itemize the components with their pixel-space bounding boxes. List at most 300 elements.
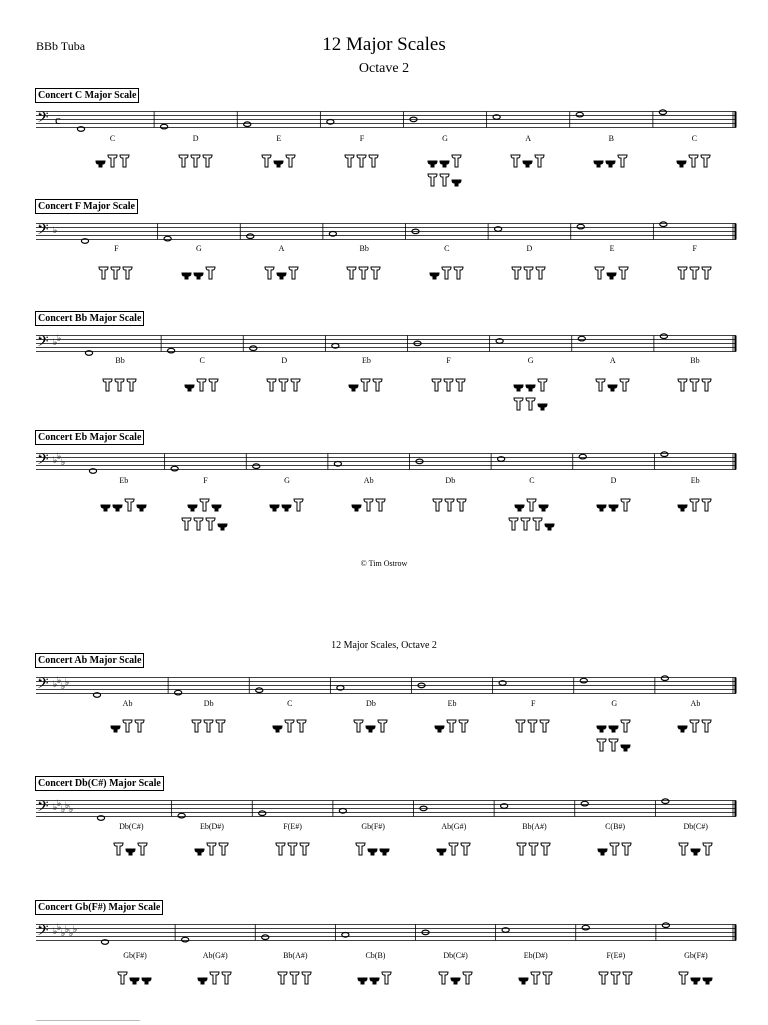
valve-up-icon bbox=[126, 378, 137, 392]
valve-up-icon bbox=[515, 719, 526, 733]
valve-up-icon bbox=[370, 266, 381, 280]
flat-sign-icon: ♭ bbox=[57, 799, 62, 809]
valve-up-icon bbox=[377, 719, 388, 733]
scale-label: Concert Db(C#) Major Scale bbox=[35, 776, 164, 791]
flat-sign-icon: ♭ bbox=[69, 805, 74, 815]
valve-up-icon bbox=[191, 719, 202, 733]
valve-up-icon bbox=[360, 378, 371, 392]
valve-up-icon bbox=[205, 517, 216, 531]
whole-note-icon bbox=[577, 224, 584, 229]
flat-sign-icon: ♭ bbox=[65, 925, 70, 935]
valve-up-icon bbox=[608, 738, 619, 752]
valve-fingering bbox=[429, 262, 465, 280]
valve-fingering bbox=[510, 150, 546, 168]
whole-note-icon bbox=[171, 466, 178, 471]
valve-down-icon bbox=[522, 154, 533, 168]
valve-up-icon bbox=[196, 378, 207, 392]
valve-up-icon bbox=[617, 154, 628, 168]
valve-up-icon bbox=[375, 498, 386, 512]
note-name: C bbox=[199, 356, 205, 365]
valve-down-icon bbox=[439, 154, 450, 168]
valve-up-icon bbox=[206, 842, 217, 856]
note-name: Eb(D#) bbox=[523, 951, 548, 960]
page-subtitle: Octave 2 bbox=[358, 61, 410, 76]
valve-up-icon bbox=[277, 971, 288, 985]
valve-down-icon bbox=[141, 971, 152, 985]
valve-up-icon bbox=[508, 517, 519, 531]
valve-fingering bbox=[518, 967, 554, 985]
alternate-fingering bbox=[181, 513, 229, 531]
note-name: Bb bbox=[115, 356, 125, 365]
valve-up-icon bbox=[688, 154, 699, 168]
valve-up-icon bbox=[209, 971, 220, 985]
valve-down-icon bbox=[620, 738, 631, 752]
valve-down-icon bbox=[597, 842, 608, 856]
valve-up-icon bbox=[677, 378, 688, 392]
whole-note-icon bbox=[250, 346, 257, 351]
valve-fingering bbox=[676, 150, 712, 168]
valve-fingering bbox=[357, 967, 393, 985]
valve-fingering bbox=[677, 494, 713, 512]
music-staff bbox=[36, 453, 736, 473]
valve-down-icon bbox=[367, 842, 378, 856]
flat-sign-icon: ♭ bbox=[57, 452, 62, 462]
whole-note-icon bbox=[175, 690, 182, 695]
valve-down-icon bbox=[95, 154, 106, 168]
valve-down-icon bbox=[351, 498, 362, 512]
whole-note-icon bbox=[256, 688, 263, 693]
valve-down-icon bbox=[273, 154, 284, 168]
note-name: C bbox=[444, 244, 450, 253]
valve-up-icon bbox=[181, 517, 192, 531]
valve-fingering bbox=[678, 838, 714, 856]
valve-up-icon bbox=[110, 266, 121, 280]
note-name: Eb(D#) bbox=[199, 822, 224, 831]
valve-up-icon bbox=[438, 971, 449, 985]
valve-down-icon bbox=[136, 498, 147, 512]
valve-down-icon bbox=[676, 154, 687, 168]
valve-up-icon bbox=[596, 738, 607, 752]
valve-up-icon bbox=[290, 378, 301, 392]
valve-up-icon bbox=[299, 842, 310, 856]
valve-up-icon bbox=[287, 842, 298, 856]
valve-up-icon bbox=[539, 719, 550, 733]
note-name: E bbox=[276, 134, 282, 143]
valve-up-icon bbox=[431, 378, 442, 392]
valve-down-icon bbox=[518, 971, 529, 985]
valve-down-icon bbox=[211, 498, 222, 512]
valve-fingering bbox=[355, 838, 391, 856]
note-name: D bbox=[610, 476, 617, 485]
note-name: Ab bbox=[122, 699, 133, 708]
valve-fingering bbox=[261, 150, 297, 168]
valve-up-icon bbox=[523, 266, 534, 280]
valve-down-icon bbox=[365, 719, 376, 733]
valve-up-icon bbox=[444, 498, 455, 512]
valve-down-icon bbox=[129, 971, 140, 985]
valve-down-icon bbox=[677, 719, 688, 733]
note-name: Bb(A#) bbox=[522, 822, 547, 831]
valve-up-icon bbox=[701, 719, 712, 733]
valve-fingering bbox=[677, 262, 713, 280]
valve-fingering bbox=[266, 374, 302, 392]
valve-down-icon bbox=[677, 498, 688, 512]
valve-up-icon bbox=[278, 378, 289, 392]
valve-fingering bbox=[346, 262, 382, 280]
valve-up-icon bbox=[432, 498, 443, 512]
valve-up-icon bbox=[700, 154, 711, 168]
whole-note-icon bbox=[660, 222, 667, 227]
note-name: Eb bbox=[361, 356, 371, 365]
valve-up-icon bbox=[275, 842, 286, 856]
valve-up-icon bbox=[114, 378, 125, 392]
valve-fingering bbox=[95, 150, 131, 168]
bass-clef-icon: 𝄢 bbox=[37, 333, 49, 354]
note-name: C bbox=[691, 134, 698, 143]
note-name: A bbox=[609, 356, 616, 365]
valve-up-icon bbox=[455, 378, 466, 392]
valve-fingering bbox=[102, 374, 138, 392]
note-name: D bbox=[192, 134, 199, 143]
valve-up-icon bbox=[134, 719, 145, 733]
valve-up-icon bbox=[205, 266, 216, 280]
valve-fingering bbox=[353, 715, 389, 733]
valve-down-icon bbox=[269, 498, 280, 512]
valve-up-icon bbox=[540, 842, 551, 856]
valve-fingering bbox=[351, 494, 387, 512]
whole-note-icon bbox=[579, 454, 586, 459]
valve-down-icon bbox=[217, 517, 228, 531]
whole-note-icon bbox=[580, 678, 587, 683]
flat-sign-icon: ♭ bbox=[53, 338, 58, 348]
valve-up-icon bbox=[202, 154, 213, 168]
valve-up-icon bbox=[296, 719, 307, 733]
note-name: Ab bbox=[363, 476, 374, 485]
valve-up-icon bbox=[208, 378, 219, 392]
valve-down-icon bbox=[607, 378, 618, 392]
valve-up-icon bbox=[448, 842, 459, 856]
whole-note-icon bbox=[662, 799, 669, 804]
valve-down-icon bbox=[538, 498, 549, 512]
valve-up-icon bbox=[107, 154, 118, 168]
scale-label: Concert Ab Major Scale bbox=[35, 653, 144, 668]
valve-fingering bbox=[434, 715, 470, 733]
valve-fingering bbox=[514, 494, 550, 512]
bass-clef-icon: 𝄢 bbox=[37, 922, 49, 943]
valve-fingering bbox=[181, 262, 217, 280]
note-name: Cb(B) bbox=[365, 951, 386, 960]
valve-up-icon bbox=[102, 378, 113, 392]
note-name: Ab(G#) bbox=[202, 951, 228, 960]
valve-up-icon bbox=[285, 154, 296, 168]
valve-down-icon bbox=[379, 842, 390, 856]
scale-label: Concert Bb Major Scale bbox=[35, 311, 144, 326]
note-name: Db bbox=[366, 699, 376, 708]
valve-down-icon bbox=[544, 517, 555, 531]
valve-fingering bbox=[348, 374, 384, 392]
valve-down-icon bbox=[112, 498, 123, 512]
valve-up-icon bbox=[264, 266, 275, 280]
valve-up-icon bbox=[284, 719, 295, 733]
valve-up-icon bbox=[460, 842, 471, 856]
bass-clef-icon: 𝄢 bbox=[37, 109, 49, 130]
flat-sign-icon: ♭ bbox=[53, 456, 58, 466]
note-name: C bbox=[287, 699, 293, 708]
valve-fingering bbox=[178, 150, 214, 168]
valve-up-icon bbox=[346, 266, 357, 280]
valve-fingering bbox=[598, 967, 634, 985]
valve-fingering bbox=[597, 838, 633, 856]
valve-down-icon bbox=[193, 266, 204, 280]
note-name: Bb bbox=[690, 356, 700, 365]
valve-up-icon bbox=[528, 842, 539, 856]
note-name: Gb(F#) bbox=[684, 951, 708, 960]
valve-fingering bbox=[187, 494, 223, 512]
valve-fingering bbox=[269, 494, 305, 512]
valve-down-icon bbox=[608, 498, 619, 512]
valve-up-icon bbox=[689, 378, 700, 392]
valve-up-icon bbox=[451, 154, 462, 168]
valve-down-icon bbox=[348, 378, 359, 392]
bass-clef-icon: 𝄢 bbox=[37, 675, 49, 696]
valve-up-icon bbox=[289, 971, 300, 985]
valve-up-icon bbox=[119, 154, 130, 168]
valve-up-icon bbox=[178, 154, 189, 168]
note-name: C bbox=[529, 476, 535, 485]
valve-down-icon bbox=[690, 971, 701, 985]
valve-down-icon bbox=[537, 397, 548, 411]
valve-fingering bbox=[197, 967, 233, 985]
valve-up-icon bbox=[689, 719, 700, 733]
note-name: F bbox=[692, 244, 697, 253]
valve-fingering bbox=[596, 494, 632, 512]
valve-fingering bbox=[110, 715, 146, 733]
note-name: D bbox=[526, 244, 533, 253]
valve-up-icon bbox=[526, 498, 537, 512]
whole-note-icon bbox=[262, 935, 269, 940]
valve-up-icon bbox=[190, 154, 201, 168]
valve-down-icon bbox=[427, 154, 438, 168]
valve-down-icon bbox=[181, 266, 192, 280]
valve-up-icon bbox=[621, 842, 632, 856]
music-staff bbox=[36, 677, 736, 697]
note-name: G bbox=[442, 134, 448, 143]
note-name: Bb(A#) bbox=[283, 951, 308, 960]
flat-sign-icon: ♭ bbox=[53, 803, 58, 813]
valve-up-icon bbox=[511, 266, 522, 280]
valve-down-icon bbox=[690, 842, 701, 856]
note-name: Db(C#) bbox=[443, 951, 468, 960]
whole-note-icon bbox=[576, 112, 583, 117]
valve-up-icon bbox=[622, 971, 633, 985]
note-name: G bbox=[611, 699, 618, 708]
valve-up-icon bbox=[301, 971, 312, 985]
page-title: 12 Major Scales bbox=[322, 34, 446, 55]
valve-up-icon bbox=[689, 266, 700, 280]
valve-down-icon bbox=[450, 971, 461, 985]
valve-up-icon bbox=[677, 266, 688, 280]
valve-up-icon bbox=[355, 842, 366, 856]
scale-label: Concert C Major Scale bbox=[35, 88, 139, 103]
valve-up-icon bbox=[594, 266, 605, 280]
valve-fingering bbox=[596, 715, 632, 733]
valve-down-icon bbox=[125, 842, 136, 856]
valve-up-icon bbox=[363, 498, 374, 512]
valve-fingering bbox=[515, 715, 551, 733]
valve-down-icon bbox=[596, 719, 607, 733]
valve-fingering bbox=[275, 838, 311, 856]
valve-up-icon bbox=[453, 266, 464, 280]
valve-up-icon bbox=[356, 154, 367, 168]
valve-fingering bbox=[344, 150, 380, 168]
flat-sign-icon: ♭ bbox=[57, 923, 62, 933]
valve-fingering bbox=[277, 967, 313, 985]
whole-note-icon bbox=[662, 923, 669, 928]
whole-note-icon bbox=[182, 937, 189, 942]
note-name: F bbox=[446, 356, 451, 365]
valve-fingering bbox=[117, 967, 153, 985]
valve-down-icon bbox=[100, 498, 111, 512]
note-name: G bbox=[284, 476, 290, 485]
note-name: Bb bbox=[359, 244, 369, 253]
valve-down-icon bbox=[429, 266, 440, 280]
valve-down-icon bbox=[513, 378, 524, 392]
valve-down-icon bbox=[110, 719, 121, 733]
whole-note-icon bbox=[661, 676, 668, 681]
valve-down-icon bbox=[276, 266, 287, 280]
valve-up-icon bbox=[610, 971, 621, 985]
valve-up-icon bbox=[193, 517, 204, 531]
valve-up-icon bbox=[542, 971, 553, 985]
whole-note-icon bbox=[578, 336, 585, 341]
valve-up-icon bbox=[689, 498, 700, 512]
valve-fingering bbox=[431, 374, 467, 392]
valve-up-icon bbox=[537, 378, 548, 392]
valve-up-icon bbox=[520, 517, 531, 531]
instrument-name: BBb Tuba bbox=[36, 39, 86, 53]
valve-up-icon bbox=[221, 971, 232, 985]
valve-up-icon bbox=[510, 154, 521, 168]
valve-up-icon bbox=[117, 971, 128, 985]
note-name: A bbox=[278, 244, 285, 253]
valve-up-icon bbox=[458, 719, 469, 733]
valve-fingering bbox=[191, 715, 227, 733]
note-name: F(E#) bbox=[283, 822, 302, 831]
valve-down-icon bbox=[197, 971, 208, 985]
valve-up-icon bbox=[215, 719, 226, 733]
valve-up-icon bbox=[620, 719, 631, 733]
valve-up-icon bbox=[525, 397, 536, 411]
valve-up-icon bbox=[113, 842, 124, 856]
valve-up-icon bbox=[372, 378, 383, 392]
note-name: Gb(F#) bbox=[361, 822, 385, 831]
valve-up-icon bbox=[122, 266, 133, 280]
valve-up-icon bbox=[678, 971, 689, 985]
valve-fingering bbox=[593, 150, 629, 168]
music-staff bbox=[36, 111, 736, 131]
alternate-fingering bbox=[508, 513, 556, 531]
alternate-fingering bbox=[427, 169, 463, 187]
valve-up-icon bbox=[358, 266, 369, 280]
bass-clef-icon: 𝄢 bbox=[37, 798, 49, 819]
valve-up-icon bbox=[535, 266, 546, 280]
valve-fingering bbox=[513, 374, 549, 392]
valve-fingering bbox=[678, 967, 714, 985]
valve-up-icon bbox=[203, 719, 214, 733]
note-name: Eb bbox=[447, 699, 457, 708]
flat-sign-icon: ♭ bbox=[53, 680, 58, 690]
note-name: F(E#) bbox=[606, 951, 626, 960]
note-name: C bbox=[109, 134, 116, 143]
note-name: Ab(G#) bbox=[441, 822, 467, 831]
valve-up-icon bbox=[678, 842, 689, 856]
flat-sign-icon: ♭ bbox=[61, 458, 66, 468]
valve-fingering bbox=[677, 715, 713, 733]
note-name: A bbox=[525, 134, 532, 143]
valve-up-icon bbox=[439, 173, 450, 187]
valve-up-icon bbox=[137, 842, 148, 856]
valve-up-icon bbox=[288, 266, 299, 280]
note-name: Gb(F#) bbox=[123, 951, 147, 960]
valve-down-icon bbox=[281, 498, 292, 512]
valve-up-icon bbox=[353, 719, 364, 733]
valve-down-icon bbox=[451, 173, 462, 187]
whole-note-icon bbox=[581, 801, 588, 806]
music-staff bbox=[36, 924, 736, 944]
valve-down-icon bbox=[608, 719, 619, 733]
valve-up-icon bbox=[701, 498, 712, 512]
valve-up-icon bbox=[609, 842, 620, 856]
flat-sign-icon: ♭ bbox=[73, 925, 78, 935]
note-name: G bbox=[196, 244, 202, 253]
page2-header: 12 Major Scales, Octave 2 bbox=[331, 640, 437, 651]
scale-label: Concert Gb(F#) Major Scale bbox=[35, 900, 163, 915]
valve-up-icon bbox=[530, 971, 541, 985]
flat-sign-icon: ♭ bbox=[53, 226, 58, 236]
flat-sign-icon: ♭ bbox=[65, 801, 70, 811]
music-staff bbox=[36, 800, 736, 820]
note-name: C(B#) bbox=[605, 822, 626, 831]
valve-fingering bbox=[184, 374, 220, 392]
valve-down-icon bbox=[369, 971, 380, 985]
whole-note-icon bbox=[253, 464, 260, 469]
valve-up-icon bbox=[266, 378, 277, 392]
flat-sign-icon: ♭ bbox=[57, 334, 62, 344]
valve-down-icon bbox=[194, 842, 205, 856]
valve-up-icon bbox=[516, 842, 527, 856]
alternate-fingering bbox=[513, 393, 549, 411]
valve-up-icon bbox=[446, 719, 457, 733]
note-name: Ab bbox=[690, 699, 701, 708]
valve-up-icon bbox=[261, 154, 272, 168]
valve-fingering bbox=[436, 838, 472, 856]
valve-fingering bbox=[511, 262, 547, 280]
valve-up-icon bbox=[443, 378, 454, 392]
valve-up-icon bbox=[598, 971, 609, 985]
valve-down-icon bbox=[606, 266, 617, 280]
note-name: Db bbox=[445, 476, 456, 485]
valve-down-icon bbox=[184, 378, 195, 392]
note-name: Eb bbox=[690, 476, 700, 485]
valve-up-icon bbox=[702, 842, 713, 856]
note-name: Db(C#) bbox=[119, 822, 144, 831]
whole-note-icon bbox=[178, 813, 185, 818]
flat-sign-icon: ♭ bbox=[57, 676, 62, 686]
valve-fingering bbox=[595, 374, 631, 392]
note-name: F bbox=[114, 244, 119, 253]
note-name: Eb bbox=[119, 476, 129, 485]
common-time-icon: c bbox=[55, 112, 61, 127]
